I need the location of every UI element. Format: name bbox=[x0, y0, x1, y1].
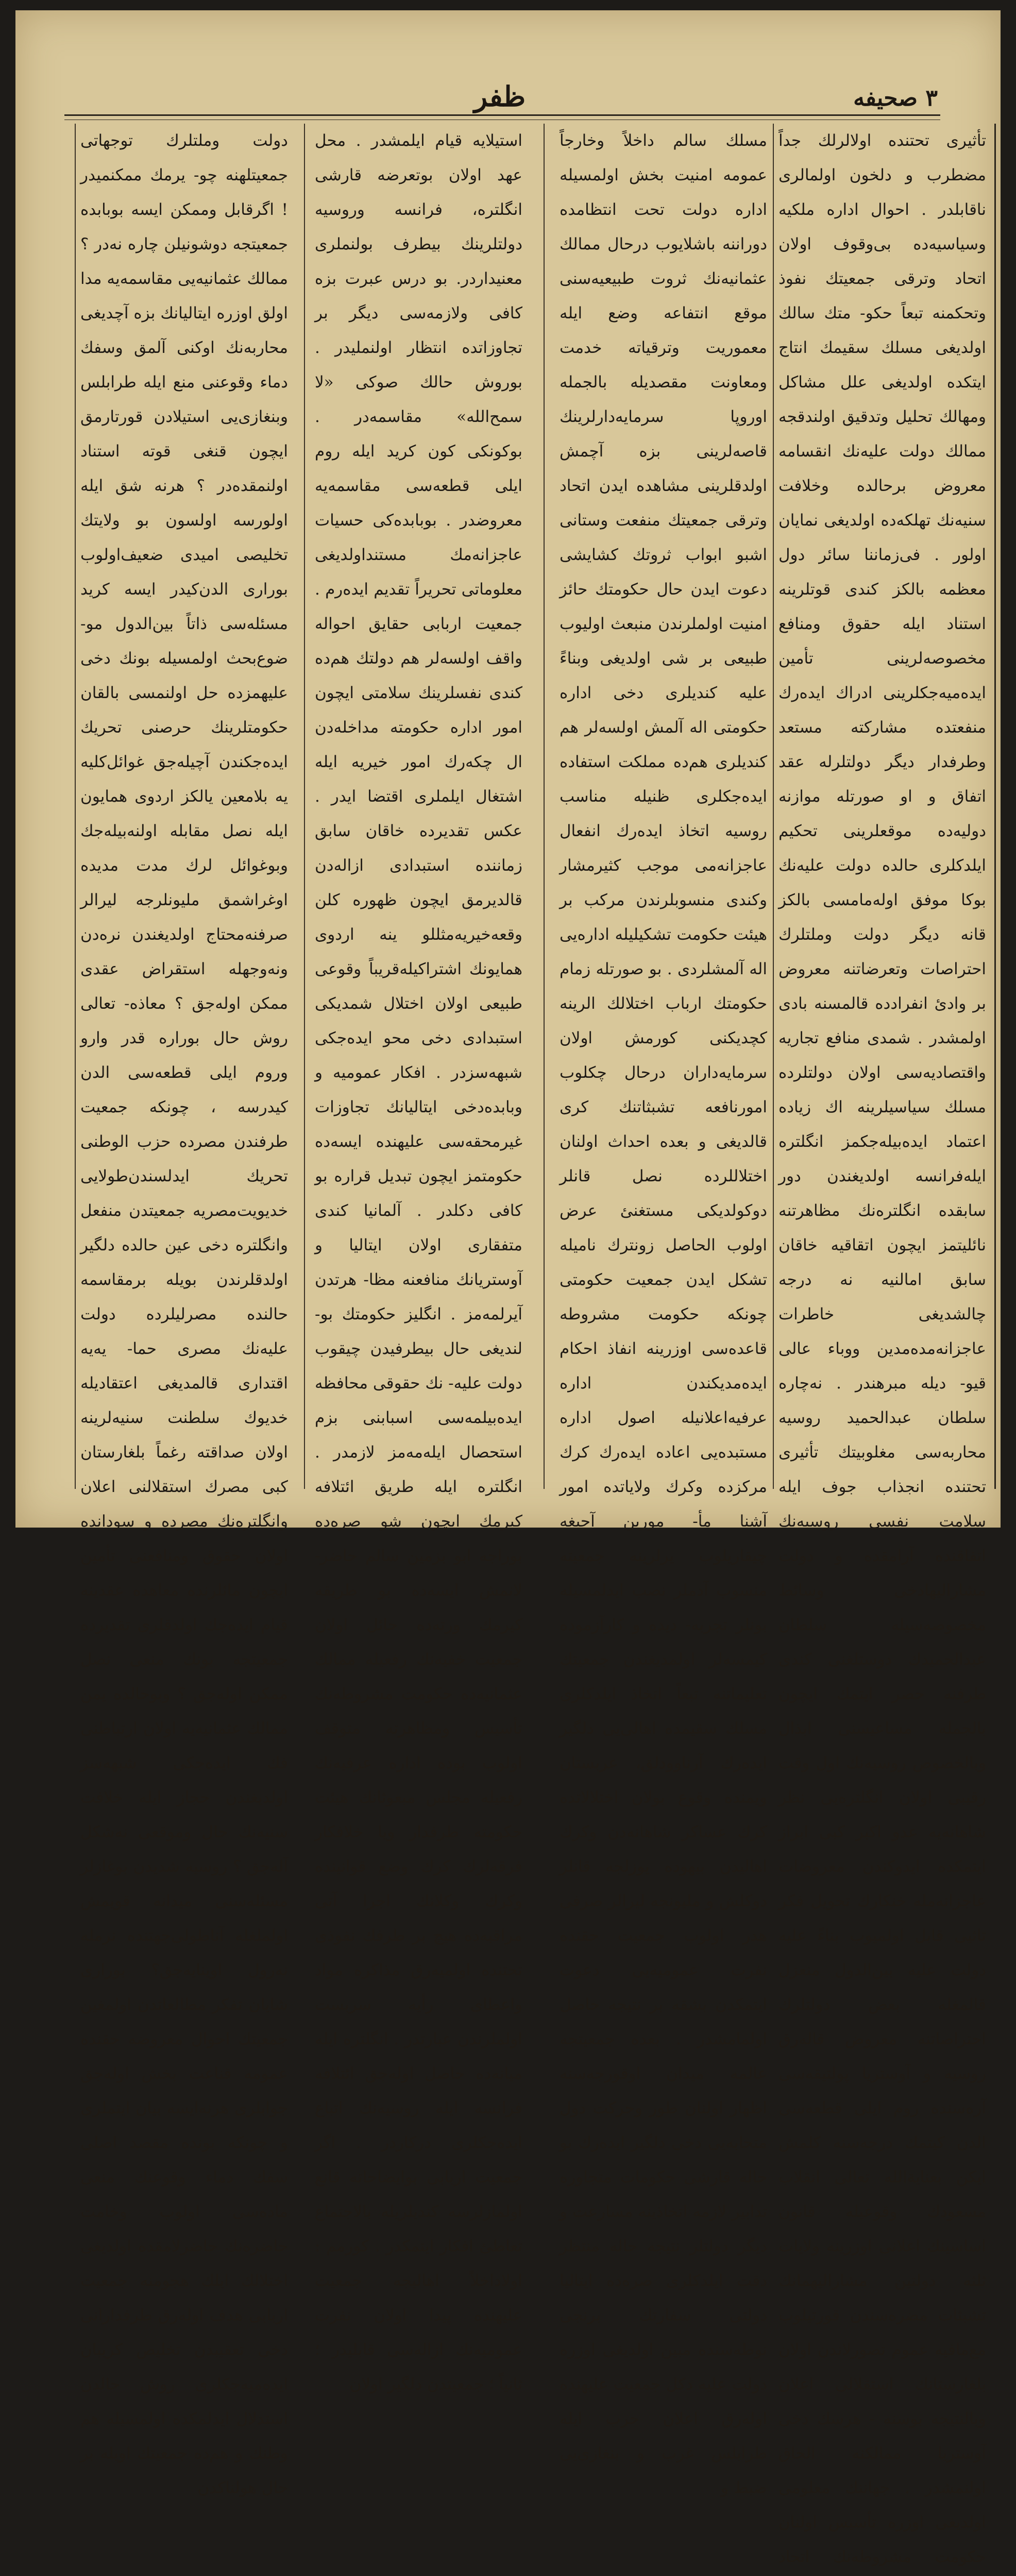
column-divider bbox=[304, 124, 305, 1489]
masthead-title: ظفر bbox=[473, 80, 526, 113]
column-divider bbox=[75, 124, 76, 1489]
column-divider bbox=[773, 124, 774, 1489]
article-column-2 bbox=[556, 124, 770, 2497]
page-number: ۳ صحیفه bbox=[853, 85, 938, 111]
column-text: مسلك سالم داخلاً وخارجاً عمومه امنیت بخش اولمسیله اداره دولت تحت انتظامده دوراننه باشلایوب درحال ممالك عثمانیه‌نك ثروت طبیعیه‌سنی موقع انتفاعه وضع ایله معموریت وترقیاته خدمت ومعاونت مقصدیله بالجمله اوروپا سرمایه‌دارلرینك قاصه‌لرینی بزه آچمش اولدقلرینی مشاهده ایدن اتحاد وترقی جمعیتك منفعت وستانی اشبو ابواب ثروتك کشایشی دعوت ایدن حال حکومتك حائز امنیت اولملرندن منبعث اولیوب طبیعی بر شی اولدیغی وبناءً علیه کندیلری دخی اداره حکومتی اله آلمش اولسه‌لر هم کندیلری هم‌ده مملکت استفاده ایده‌جکلری ظنیله مناسب ‌روسیه اتخاذ ایده‌رك انفعال عاجزانه‌می موجب کثیرمشار وکندی منسوبلرندن مرکب بر هیئت حکومت تشکیلیله اداره‌یی اله آلمشلردی . بو صورتله زمام حکومتك ارباب اختلالك الرینه کچدیکنی کورمش اولان سرمایه‌داران درحال چکلوب امورنافعه تشبثاتنك کری قالدیغی و بعده احداث اولنان اختلاللرده نصل قانلر دوکولدیکی مستغنئ عرض اولوب الحاصل زونترك نامیله تشکل ایدن جمعیت حکومتی چونکه حکومت مشروطه قاعده‌سی اوزرینه انفاذ احکام ایده‌مدیکندن اداره عرفیه‌اعلانیله اصول اداره مستبده‌یی اعاده ایده‌رك کرك مرکزده وکرك ولایاتده امور آشنا مأ- مورین آجیغه چیقاریلوب یرلرینه جمعیته منسوب آدملر نصب ایدلمسیله بونلر تجربه- دیده و کارآزموده کیمسه‌لر اولمدیغندن جمعیتك تعلیماتنه تبعاً اتخاذ ایلدکلری مسلك سقیمده اهالی‌یی دلگیر ایده‌رك آرناوودلق، عربستان ویمنده وقوع بولان اختلالاتده کرك عساکر شاهانه‌دن وکرك اهالیدن بیهوده یوزلجه قانلر دوکلش و ملیونجه لیرالر صرفی هدر اولوب جمعیت حقنده نفرت عمومیه‌یی دعوت ایتمکدن بشقه بر نتیجه حاصل اولمامشدر . بعده جمعیتجه عالمه میدان اوقورجه‌سنه اظهار اولنان طور وحرکت دول متحابه‌یی دخی دلگیر ایده‌رك بو حاله قارشی حکومات متجاوره تدابیر لازمه اتخاذینه مسارعت و دیگر دولتلر نتیجه حاله منتظر دقت ایلدکلری صره‌ده ایتالیا دولتی سفارتك برنجی نوطه‌سنده مبین اولدیغی اوزره دولت علیه دکل جمعیت علیهنده اولەرق اعلان حرب ایله طرابلس غرب و بنغازی‌یی ضبط و bbox=[560, 131, 767, 2497]
page-border-rule bbox=[994, 124, 996, 1489]
article-column-4 bbox=[77, 124, 291, 2497]
article-column-3 bbox=[312, 124, 526, 2394]
masthead-rule bbox=[64, 114, 940, 116]
column-divider bbox=[544, 124, 545, 1489]
column-text: استیلایه قیام ایلمشدر . محل عهد اولان بوتعرضه قارشی انگلتره، فرانسه وروسیه دولتلرینك بیطرف بولنملری معنیداردر. بو درس عبرت بزه کافی ولازمه‌سی دیگر بر تجاوزاتده انتظار اولنملیدر . بوروش حالك صوکی «لا سمح‌الله» مقاسمه‌در . بوکونکی کون کرید ایله روم ایلی قطعه‌سی مقاسمه‌یه معروضدر . بوبابده‌کی حسیات عاجزانه‌مك مستنداولدیغی معلوماتی تحریراً تقدیم ایده‌رم . جمعیت اربابی حقایق احواله واقف اولسه‌لر هم دولتك هم‌ده کندی نفسلرینك سلامتی ایچون امور اداره حکومته مداخله‌دن ال چکەرك امور خیریه ایله اشتغال ایلملری اقتضا ایدر . عکس تقدیرده خاقان سابق زماننده استبدادی ازاله‌دن قالدیرمق ایچون ظهوره کلن وقعه‌خیریه‌مثللو ینه اردوی همایونك اشتراکیله‌قریباً وقوعی طبیعی اولان اختلال شمدیکی استبدادی دخی محو ایده‌جکی شبهه‌سزدر . افکار عمومیه و وبابده‌دخی ایتالیانك تجاوزات غیرمحقه‌سی علیهنده ایسه‌ده حکومتمز ایچون تبدیل قراره بو کافی دکلدر . آلمانیا کندی متفقاری اولان ایتالیا و آوستریانك منافعنه مظا- هرتدن آیرلمه‌مز . انگلیز حکومتك بو- لندیغی حال بیطرفیدن چیقوب دولت علیه- نك حقوقی محافظه ایده‌بیلمه‌سی اسبابنی بزم استحصال ایلەمەمز لازمدر . انگلتره ایله طریق ائتلافه کیرمك ایچون شو صره‌ده بوراجه ابو بزمین سالم حاضر- لانمش ایسه‌ده بو طریقه کیرمك ورته‌ده حائل اولان جمعیت خفیه‌نك رفعیله ممالك عثمانیه‌ده حکومت مشروطه‌نك تأسیس ومظاهرته متوقف اولوب بوده اداره عرفیه‌نك رفعیله مجلس مبعوثانك هیئت حکومته طرفدار ویا خلافکار فرقه‌لرك کرك وضع قوانینده وکرك وکلانك اجرا آتی مراقبه‌ده هیچ بر طرفك نفوذی تحتنده اولمیه‌رق مذاکره مواد واعطای رأیه سربست اولملرندن عبارتدر . انگلتره ایله میانه‌ده حاصل اوله‌جق ائتلافه فرانسه ایله روسیه‌نك اتباع ایده‌جکلری درکاردر . اگر جمعیت اربابی بوایضاحاته قانع اولمازلرسه کندیلریله بالاجتماع تعاطئ افکار ایتمکدر . کورمم : اولاداخلاً اهالیجه جمعیت علیهنده پیدا اولان نفرت عمومیه‌نك ازاله‌سی قابلیدر ؛ ثانیاً ؛ جمعیتدن دلگیر اولان bbox=[315, 131, 522, 2394]
column-text: تأثیری تحتنده اولالرلك جداً مضطرب و دلخون اولمالری ناقابلدر . احوال اداره ملکیه وسیاسیه‌ده بی‌وقوف اولان اتحاد وترقی جمعیتك نفوذ وتحکمنه تبعاً حکو- متك سالك اولدیغی مسلك سقیمك انتاج ایتکده اولدیغی علل مشاکل ومهالك تحلیل وتدقیق اولندقجه ممالك دولت علیه‌نك انقسامه معروض برحالده وخلافت سنیه‌نك تهلکه‌ده اولدیغی نمایان اولور . فی‌زماننا سائر دول معظمه بالکز کندی قوتلرینه استناد ایله حقوق ومنافع مخصوصه‌لرینی تأمین ایده‌میه‌جکلرینی ادراك ایده‌رك منفعتده مشارکته مستعد وطرفدار دیگر دولتلرله عقد اتفاق و او صورتله موازنه دولیه‌ده موقعلرینی تحکیم ایلدکلری حالده دولت علیه‌نك بوکا موفق اولەمامسی بالکز قانه دیگر دولت وملتلرك احتراصات وتعرضاتنه معروض بر وادئ انفرادده قالمسنه بادی اولمشدر . شمدی منافع تجاریه واقتصادیه‌سی اولان دولتلرده مسلك سیاسیلرینه اك زیاده اعتماد ایده‌بیله‌جکمز انگلتره ایله‌فرانسه اولدیغندن دور سابقده انگلتره‌نك مظاهرتنه نائلیتمز ایچون اتقاقیه خاقان سابق امالنیه نه درجه چالشدیغی خاطرات عاجزانه‌مده‌مدین ووباء عالی قیو- دیله مبرهندر . نه‌چاره سلطان عبدالحمید روسیه محاربه‌سی مغلوبیتك تأثیری تحتنده انجذاب جوف ایله سلامت نفسی روسیه‌نك اتفاقنده آرامقده و دولت مشارالیهادخی وسائط مخصوصه‌سیله سلطان عبدالحمیدك دوستلغنی کندی طرفنه حصر ایتمك ایچون بالجمله مساعیسنی ابذال وبالخصوص روسیه‌نك اول وقت رقیبی اولان انگلتره‌یی نظر شاهانه‌یه عدو اکبر کبی ابراز ایتمکده ایدوکندن معروضات عاجزانه‌مله خنکارك تحویل فکر تاثیی قابل اولمیوب بناءً علیه دولت علیه بین‌الدول منعزل قالمغله بعض دولتلرك احتراصاتنه معروض قالەرق روسیه و آوستریا پولتیقه‌سی آره‌سنده روم ایلی قطعه‌سی الدن کیتمك درجه‌سنه کلمش ایکن بعنایة‌الله تعالی انقلاب مسعودك وقوعیله قانون اساسینك اعلانی اوزرینه ولایات ثلثه دولتین مشارالیهمانك تشبثات مضره‌سندن قورتیلوب مع‌مافیه عموم تصورلاندن اولان بلغارستانك استقلالی اعلان وبالنتیجه بوسنه - هرسك دخی آوستریا ممالکنه الحاق اولنمشدر . جهاننك معلومی اولدیغی اوزره تأسیس اولنان حکومت مشروطه‌نك اتحاد bbox=[778, 131, 986, 2566]
article-column-1 bbox=[775, 124, 989, 2566]
column-text: دولت وملتلرك توجهاتی جمعیتلهنه چو- یرمك ممکنمیدر ! اگرقابل وممکن ایسه بوبابده جمعیتجه دوشونیلن چاره نه‌در ؟ ممالك عثمانیه‌یی مقاسمه‌یه مدا اولق اوزره ایتالیانك بزه آچدیغی محاربه‌نك اوکنی آلمق وسفك دماء وقوعنی منع ایله طرابلس وبنغازی‌یی استیلادن قورتارمق ایچون قنغی قوته استناد اولنمقده‌در ؟ هرنه شق ایله اولورسه اولسون بو ولایتك تخلیصی امیدی ضعیف‌اولوب بوراری الدن‌کیدر ایسه کرید مسئله‌سی ذاتاً بین‌الدول مو- ضوع‌بحث اولمسیله بونك دخی علیهمزده حل اولنمسی بالقان حکومتلرینك حرصنی تحریك ایده‌جکندن آچیله‌جق غوائل‌کلیه یه بلامعین یالکز اردوی همایون ایله نصل مقابله اولنه‌بیله‌جك وبوغوائل لرك مدت مدیده اوغراشمق ملیونلرجه لیرالر صرفنه‌محتاج اولدیغندن نرەدن ونەوجهله استقراض عقدی ممکن اوله‌جق ؟ معاذه- تعالی روش حال بوراره قدر وارو وروم ایلی قطعه‌سی الدن کیدرسه ، چونکه جمعیت طرفندن مصرده حزب الوطنی تحریك ایدلسندن‌طولایی خدیویت‌مصریه جمعیتدن منفعل وانگلتره دخی عین حالده دلگیر اولدقلرندن بویله برمقاسمه حالنده مصرلیلرده دولت علیه‌نك مصری حما- یه‌یه اقتداری قالمدیغی اعتقادیله خدیوك سلطنت سنیه‌لرینه اولان صداقته رغماً بلغارستان کبی مصرك استقلالنی اعلان وانگلتره‌نك مصرده و سوداندە اولان حقوق ومنافعنی تأمین ایچون مائلرنده معاهده عقدینه قیام ایده‌جك اولدقلری تقدیرده جمعیتجه بونك منعی نصل ممکن اوله‌جق ؟ وبوحالده یمن ممالك عثمانیه‌یه اولان ارتباطنی فك ایده‌جکی شبهه‌سز اولدیغندن حجاز ایله خلافت سنیه‌نك حال وموقعی نەشکل آله‌جق ؟ روسیه شدیدن بوغازلر مسئله‌سنی میدانه قویمش اولملغله آناطولی‌جهتنده نرمله نەرول اوینایه‌جق؟ بوراری شایان تفکر مطالعاتدن اولمغین جمعیتك احوال معروضه حقنده عمومه قناعت بخش اوله‌جق جوابلری هرنەایسه بیان ایتملری و چونکه بونده مقصد اصلی سفك دماء وقوعنك منعی ماده‌سی اولوب وخامت حاضره‌نك حاضرلامقده اولدیغی اختلالك ایلك هجومنه جمعیت اربابی هدف اولەرق طرفدارانی دخی تعقیبدن تخلیص کریبان ایده‌میه‌جکلری روش حالدن استدلال ایدلمکده اولمسیله هم وطنك و هم‌ده جمعیتك اویله بر حال هولناکدن bbox=[80, 131, 288, 2497]
